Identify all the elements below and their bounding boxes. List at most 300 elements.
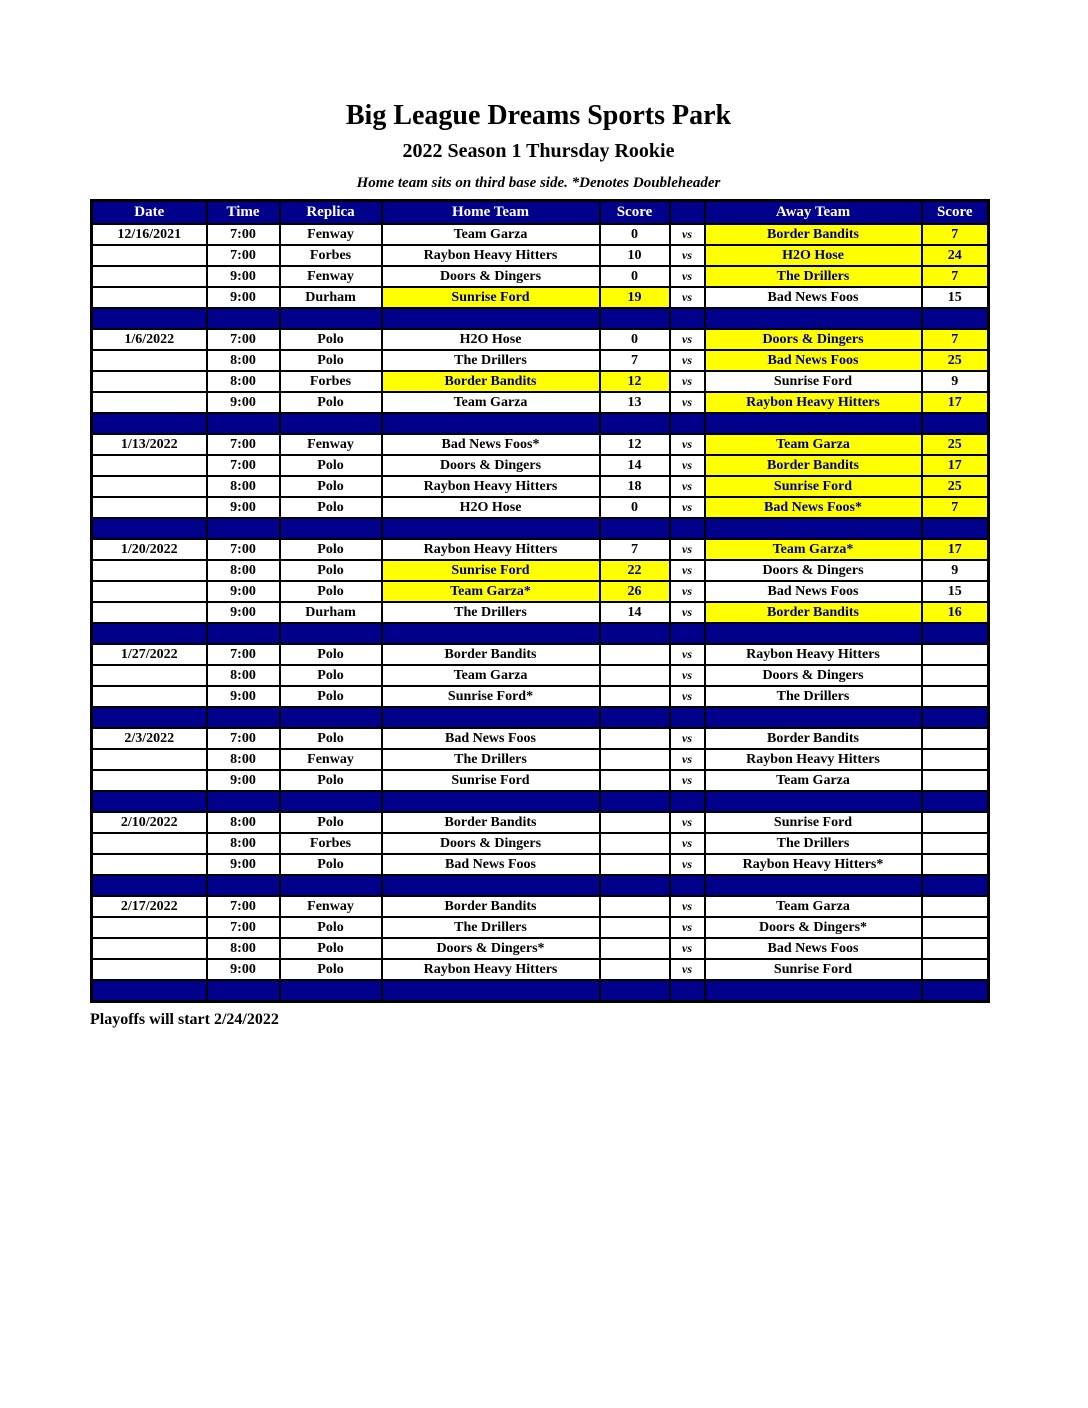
game-row (92, 749, 989, 770)
separator-cell (705, 623, 922, 644)
replica-cell: Polo (280, 665, 382, 686)
away-score-cell (922, 749, 989, 770)
away-team-cell: Sunrise Ford (705, 959, 922, 980)
separator-cell (670, 518, 705, 539)
home-team-note: Home team sits on third base side. *Denotes Doubleheader (356, 175, 721, 191)
away-team-cell: The Drillers (705, 266, 922, 287)
home-score-cell: 7 (600, 350, 670, 371)
home-score-cell: 0 (600, 266, 670, 287)
game-row (92, 350, 989, 371)
away-team-cell: Bad News Foos (705, 938, 922, 959)
away-score-cell: 25 (922, 350, 989, 371)
time-cell: 9:00 (207, 497, 280, 518)
separator-cell (670, 707, 705, 728)
home-team-cell: H2O Hose (382, 497, 600, 518)
home-team-cell: Doors & Dingers (382, 455, 600, 476)
separator-cell (280, 707, 382, 728)
date-cell: 1/6/2022 (92, 329, 207, 350)
away-score-cell: 15 (922, 581, 989, 602)
away-team-cell: Border Bandits (705, 728, 922, 749)
time-cell: 9:00 (207, 287, 280, 308)
game-row (92, 392, 989, 413)
separator-cell (382, 875, 600, 896)
date-cell (92, 749, 207, 770)
separator-cell (280, 413, 382, 434)
separator-row (92, 707, 989, 728)
game-row (92, 371, 989, 392)
time-cell: 8:00 (207, 812, 280, 833)
away-score-cell (922, 686, 989, 707)
game-row (92, 581, 989, 602)
separator-cell (670, 980, 705, 1002)
date-cell (92, 245, 207, 266)
home-score-cell: 0 (600, 329, 670, 350)
home-score-cell: 13 (600, 392, 670, 413)
separator-cell (92, 875, 207, 896)
replica-cell: Fenway (280, 266, 382, 287)
vs-cell: vs (670, 602, 705, 623)
separator-cell (600, 518, 670, 539)
game-row (92, 434, 989, 455)
away-score-cell: 7 (922, 329, 989, 350)
home-score-cell: 12 (600, 434, 670, 455)
replica-cell: Polo (280, 644, 382, 665)
date-cell: 12/16/2021 (92, 224, 207, 245)
separator-cell (382, 413, 600, 434)
away-score-cell (922, 728, 989, 749)
game-row (92, 560, 989, 581)
away-team-cell: Border Bandits (705, 455, 922, 476)
game-row (92, 539, 989, 560)
away-team-cell: Raybon Heavy Hitters (705, 644, 922, 665)
home-score-cell: 14 (600, 602, 670, 623)
separator-row (92, 623, 989, 644)
away-team-cell: Team Garza (705, 770, 922, 791)
time-cell: 7:00 (207, 917, 280, 938)
vs-cell: vs (670, 224, 705, 245)
away-score-cell: 24 (922, 245, 989, 266)
separator-cell (705, 518, 922, 539)
date-cell (92, 476, 207, 497)
game-row (92, 287, 989, 308)
separator-cell (705, 413, 922, 434)
home-team-cell: The Drillers (382, 350, 600, 371)
time-cell: 9:00 (207, 602, 280, 623)
home-team-cell: Doors & Dingers (382, 266, 600, 287)
date-cell (92, 560, 207, 581)
replica-cell: Fenway (280, 749, 382, 770)
home-team-cell: Doors & Dingers (382, 833, 600, 854)
game-row (92, 938, 989, 959)
time-cell: 7:00 (207, 896, 280, 917)
separator-cell (207, 707, 280, 728)
replica-cell: Durham (280, 287, 382, 308)
vs-cell: vs (670, 833, 705, 854)
away-score-cell (922, 896, 989, 917)
away-score-cell (922, 917, 989, 938)
vs-cell: vs (670, 938, 705, 959)
column-header-away-score: Score (922, 201, 989, 225)
separator-cell (922, 308, 989, 329)
time-cell: 8:00 (207, 476, 280, 497)
separator-cell (600, 875, 670, 896)
time-cell: 8:00 (207, 938, 280, 959)
vs-cell: vs (670, 371, 705, 392)
game-row (92, 644, 989, 665)
date-cell: 1/13/2022 (92, 434, 207, 455)
date-cell: 2/10/2022 (92, 812, 207, 833)
time-cell: 8:00 (207, 833, 280, 854)
vs-cell: vs (670, 896, 705, 917)
home-team-cell: Raybon Heavy Hitters (382, 539, 600, 560)
vs-cell: vs (670, 476, 705, 497)
away-score-cell (922, 959, 989, 980)
date-cell (92, 917, 207, 938)
replica-cell: Polo (280, 560, 382, 581)
schedule-page (90, 0, 987, 1029)
date-cell: 2/3/2022 (92, 728, 207, 749)
page-subtitle: 2022 Season 1 Thursday Rookie (402, 140, 675, 162)
away-score-cell (922, 644, 989, 665)
home-score-cell (600, 854, 670, 875)
column-header-replica: Replica (280, 201, 382, 225)
separator-cell (600, 791, 670, 812)
home-team-cell: The Drillers (382, 602, 600, 623)
time-cell: 9:00 (207, 770, 280, 791)
game-row (92, 896, 989, 917)
separator-cell (922, 623, 989, 644)
away-team-cell: Bad News Foos (705, 350, 922, 371)
replica-cell: Polo (280, 329, 382, 350)
home-team-cell: Raybon Heavy Hitters (382, 959, 600, 980)
date-cell (92, 686, 207, 707)
separator-cell (92, 518, 207, 539)
game-row (92, 497, 989, 518)
away-score-cell: 25 (922, 434, 989, 455)
separator-cell (280, 518, 382, 539)
time-cell: 7:00 (207, 245, 280, 266)
home-team-cell: Border Bandits (382, 644, 600, 665)
replica-cell: Forbes (280, 371, 382, 392)
time-cell: 7:00 (207, 644, 280, 665)
home-score-cell (600, 728, 670, 749)
home-team-cell: Doors & Dingers* (382, 938, 600, 959)
away-score-cell: 17 (922, 455, 989, 476)
separator-cell (600, 980, 670, 1002)
vs-cell: vs (670, 770, 705, 791)
game-row (92, 812, 989, 833)
replica-cell: Fenway (280, 896, 382, 917)
away-team-cell: Doors & Dingers (705, 329, 922, 350)
home-team-cell: Team Garza* (382, 581, 600, 602)
away-team-cell: Doors & Dingers (705, 665, 922, 686)
game-row (92, 245, 989, 266)
separator-cell (207, 791, 280, 812)
date-cell (92, 350, 207, 371)
time-cell: 9:00 (207, 266, 280, 287)
away-team-cell: Team Garza (705, 434, 922, 455)
vs-cell: vs (670, 497, 705, 518)
vs-cell: vs (670, 917, 705, 938)
away-score-cell: 25 (922, 476, 989, 497)
home-team-cell: Bad News Foos (382, 728, 600, 749)
separator-cell (670, 875, 705, 896)
home-team-cell: Border Bandits (382, 371, 600, 392)
home-score-cell (600, 770, 670, 791)
home-score-cell: 0 (600, 224, 670, 245)
away-score-cell: 7 (922, 224, 989, 245)
replica-cell: Polo (280, 917, 382, 938)
separator-cell (670, 623, 705, 644)
date-cell (92, 770, 207, 791)
away-score-cell: 9 (922, 560, 989, 581)
home-score-cell (600, 644, 670, 665)
home-team-cell: Border Bandits (382, 896, 600, 917)
home-score-cell (600, 938, 670, 959)
replica-cell: Polo (280, 476, 382, 497)
date-cell (92, 266, 207, 287)
vs-cell: vs (670, 581, 705, 602)
separator-row (92, 518, 989, 539)
separator-cell (207, 308, 280, 329)
date-cell (92, 959, 207, 980)
separator-cell (92, 623, 207, 644)
replica-cell: Polo (280, 686, 382, 707)
separator-cell (922, 980, 989, 1002)
game-row (92, 833, 989, 854)
game-row (92, 266, 989, 287)
away-team-cell: Border Bandits (705, 224, 922, 245)
separator-cell (670, 791, 705, 812)
column-header-away-team: Away Team (705, 201, 922, 225)
away-team-cell: Bad News Foos (705, 581, 922, 602)
vs-cell: vs (670, 854, 705, 875)
away-team-cell: Bad News Foos* (705, 497, 922, 518)
date-cell: 1/27/2022 (92, 644, 207, 665)
home-score-cell (600, 749, 670, 770)
home-team-cell: Team Garza (382, 224, 600, 245)
home-score-cell (600, 665, 670, 686)
replica-cell: Polo (280, 812, 382, 833)
home-score-cell: 14 (600, 455, 670, 476)
home-team-cell: Sunrise Ford* (382, 686, 600, 707)
column-header-vs (670, 201, 705, 225)
away-team-cell: Team Garza (705, 896, 922, 917)
separator-cell (670, 413, 705, 434)
time-cell: 7:00 (207, 455, 280, 476)
home-team-cell: Team Garza (382, 665, 600, 686)
separator-cell (280, 980, 382, 1002)
replica-cell: Polo (280, 581, 382, 602)
time-cell: 7:00 (207, 434, 280, 455)
home-team-cell: The Drillers (382, 917, 600, 938)
replica-cell: Fenway (280, 434, 382, 455)
game-row (92, 602, 989, 623)
away-score-cell (922, 812, 989, 833)
separator-cell (92, 791, 207, 812)
away-team-cell: H2O Hose (705, 245, 922, 266)
replica-cell: Forbes (280, 833, 382, 854)
vs-cell: vs (670, 812, 705, 833)
date-cell (92, 371, 207, 392)
game-row (92, 770, 989, 791)
home-team-cell: Border Bandits (382, 812, 600, 833)
away-score-cell: 7 (922, 266, 989, 287)
separator-cell (92, 707, 207, 728)
date-cell: 2/17/2022 (92, 896, 207, 917)
replica-cell: Polo (280, 455, 382, 476)
separator-cell (207, 518, 280, 539)
date-cell: 1/20/2022 (92, 539, 207, 560)
home-score-cell: 0 (600, 497, 670, 518)
time-cell: 9:00 (207, 686, 280, 707)
separator-row (92, 875, 989, 896)
schedule-table (90, 199, 990, 1003)
away-team-cell: Border Bandits (705, 602, 922, 623)
separator-cell (705, 980, 922, 1002)
game-row (92, 224, 989, 245)
date-cell (92, 665, 207, 686)
vs-cell: vs (670, 455, 705, 476)
date-cell (92, 938, 207, 959)
separator-cell (705, 875, 922, 896)
separator-cell (280, 623, 382, 644)
vs-cell: vs (670, 665, 705, 686)
replica-cell: Polo (280, 392, 382, 413)
home-score-cell: 10 (600, 245, 670, 266)
away-score-cell: 17 (922, 539, 989, 560)
vs-cell: vs (670, 959, 705, 980)
away-score-cell: 9 (922, 371, 989, 392)
vs-cell: vs (670, 728, 705, 749)
vs-cell: vs (670, 287, 705, 308)
page-title: Big League Dreams Sports Park (345, 100, 732, 131)
away-team-cell: Doors & Dingers (705, 560, 922, 581)
separator-cell (280, 875, 382, 896)
away-team-cell: The Drillers (705, 833, 922, 854)
time-cell: 8:00 (207, 350, 280, 371)
home-score-cell: 19 (600, 287, 670, 308)
replica-cell: Polo (280, 854, 382, 875)
home-team-cell: Sunrise Ford (382, 770, 600, 791)
game-row (92, 476, 989, 497)
separator-cell (922, 413, 989, 434)
away-team-cell: Sunrise Ford (705, 812, 922, 833)
separator-cell (705, 791, 922, 812)
vs-cell: vs (670, 245, 705, 266)
date-cell (92, 287, 207, 308)
game-row (92, 854, 989, 875)
separator-cell (705, 707, 922, 728)
separator-cell (92, 413, 207, 434)
separator-cell (922, 791, 989, 812)
time-cell: 9:00 (207, 854, 280, 875)
date-cell (92, 392, 207, 413)
separator-cell (207, 413, 280, 434)
time-cell: 9:00 (207, 392, 280, 413)
game-row (92, 329, 989, 350)
separator-cell (382, 518, 600, 539)
playoffs-note: Playoffs will start 2/24/2022 (90, 1011, 279, 1028)
column-header-home-score: Score (600, 201, 670, 225)
away-team-cell: Doors & Dingers* (705, 917, 922, 938)
vs-cell: vs (670, 350, 705, 371)
home-score-cell: 12 (600, 371, 670, 392)
separator-cell (382, 623, 600, 644)
home-team-cell: Bad News Foos (382, 854, 600, 875)
home-score-cell: 26 (600, 581, 670, 602)
home-team-cell: Team Garza (382, 392, 600, 413)
time-cell: 8:00 (207, 371, 280, 392)
home-team-cell: The Drillers (382, 749, 600, 770)
replica-cell: Polo (280, 770, 382, 791)
separator-row (92, 980, 989, 1002)
away-score-cell (922, 665, 989, 686)
home-team-cell: Sunrise Ford (382, 287, 600, 308)
separator-cell (922, 707, 989, 728)
vs-cell: vs (670, 434, 705, 455)
away-team-cell: Raybon Heavy Hitters* (705, 854, 922, 875)
separator-cell (600, 308, 670, 329)
separator-cell (280, 791, 382, 812)
away-score-cell: 7 (922, 497, 989, 518)
home-score-cell (600, 959, 670, 980)
separator-cell (600, 707, 670, 728)
away-team-cell: The Drillers (705, 686, 922, 707)
column-header-time: Time (207, 201, 280, 225)
date-cell (92, 854, 207, 875)
separator-cell (207, 623, 280, 644)
separator-cell (382, 791, 600, 812)
away-team-cell: Raybon Heavy Hitters (705, 749, 922, 770)
away-team-cell: Bad News Foos (705, 287, 922, 308)
replica-cell: Polo (280, 539, 382, 560)
replica-cell: Fenway (280, 224, 382, 245)
date-cell (92, 455, 207, 476)
home-score-cell (600, 812, 670, 833)
replica-cell: Durham (280, 602, 382, 623)
date-cell (92, 497, 207, 518)
home-score-cell: 7 (600, 539, 670, 560)
vs-cell: vs (670, 560, 705, 581)
time-cell: 8:00 (207, 560, 280, 581)
separator-cell (600, 623, 670, 644)
away-score-cell (922, 833, 989, 854)
date-cell (92, 581, 207, 602)
time-cell: 9:00 (207, 581, 280, 602)
game-row (92, 665, 989, 686)
time-cell: 7:00 (207, 329, 280, 350)
home-score-cell: 18 (600, 476, 670, 497)
away-score-cell (922, 938, 989, 959)
replica-cell: Forbes (280, 245, 382, 266)
away-team-cell: Raybon Heavy Hitters (705, 392, 922, 413)
separator-cell (92, 308, 207, 329)
time-cell: 8:00 (207, 665, 280, 686)
separator-cell (382, 707, 600, 728)
away-team-cell: Sunrise Ford (705, 476, 922, 497)
away-score-cell (922, 770, 989, 791)
away-score-cell: 16 (922, 602, 989, 623)
vs-cell: vs (670, 644, 705, 665)
vs-cell: vs (670, 686, 705, 707)
home-team-cell: Raybon Heavy Hitters (382, 245, 600, 266)
separator-row (92, 308, 989, 329)
separator-cell (670, 308, 705, 329)
game-row (92, 728, 989, 749)
separator-cell (280, 308, 382, 329)
separator-cell (207, 980, 280, 1002)
